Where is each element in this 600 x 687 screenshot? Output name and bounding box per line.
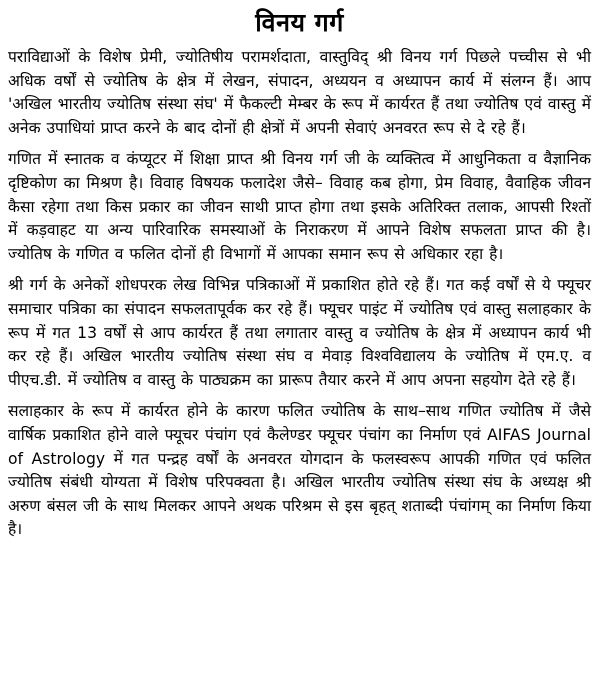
paragraph-1: पराविद्याओं के विशेष प्रेमी, ज्योतिषीय परामर्शदाता, वास्तुविद् श्री विनय गर्ग पिछले पच्चीस से भी अधिक वर्षों से ज्योतिष के क्षेत्र में लेखन, संपादन, अध्ययन व अध्यापन कार्य में संलग्न हैं। आप 'अखिल भारतीय ज्योतिष संस्था संघ' में फैकल्टी मेम्बर के रूप में कार्यरत हैं तथा ज्योतिष एवं वास्तु में अनेक उपाधियां प्राप्त करने के बाद दोनों ही क्षेत्रों में अपनी सेवाएं अनवरत रूप से दे रहे हैं। (8, 48, 591, 137)
paragraph-4: सलाहकार के रूप में कार्यरत होने के कारण फलित ज्योतिष के साथ–साथ गणित ज्योतिष में जैसे वार्षिक प्रकाशित होने वाले फ्यूचर पंचांग एवं कैलेण्डर फ्यूचर पंचांग का निर्माण एवं AIFAS Journal of Astrology में गत पन्द्रह वर्षों के अनवरत योगदान के फलस्वरूप आपकी गणित एवं फलित ज्योतिष संबंधी योग्यता में विशेष परिपक्वता है। अखिल भारतीय ज्योतिष संस्था संघ के अध्यक्ष श्री अरुण बंसल जी के साथ मिलकर आपने अथक परिश्रम से इस बृहत् शताब्दी पंचांगम् का निर्माण किया है। (8, 402, 591, 539)
paragraph-3: श्री गर्ग के अनेकों शोधपरक लेख विभिन्न पत्रिकाओं में प्रकाशित होते रहे हैं। गत कई वर्षों से ये फ्यूचर समाचार पत्रिका का संपादन सफलतापूर्वक कर रहे हैं। फ्यूचर पाइंट में ज्योतिष एवं वास्तु सलाहकार के रूप में गत 13 वर्षों से आप कार्यरत हैं तथा लगातार वास्तु व ज्योतिष के क्षेत्र में अध्यापन कार्य भी कर रहे हैं। अखिल भारतीय ज्योतिष संस्था संघ व मेवाड़ विश्वविद्यालय के ज्योतिष में एम.ए. व पीएच.डी. में ज्योतिष व वास्तु के पाठ्यक्रम का प्रारूप तैयार करने में आप अपना सहयोग देते रहे हैं। (8, 276, 591, 389)
paragraph-2: गणित में स्नातक व कंप्यूटर में शिक्षा प्राप्त श्री विनय गर्ग जी के व्यक्तित्व में आधुनिकता व वैज्ञानिक दृष्टिकोण का मिश्रण है। विवाह विषयक फलादेश जैसे– विवाह कब होगा, प्रेम विवाह, वैवाहिक जीवन कैसा रहेगा तथा किस प्रकार का जीवन साथी प्राप्त होगा तथा इसके अतिरिक्त तलाक, आपसी रिश्तों में कड़वाहट या अन्य पारिवारिक समस्याओं के निराकरण में आपने विशेष सफलता प्राप्त की है। ज्योतिष के गणित व फलित दोनों ही विभागों में आपका समान रूप से अधिकार रहा है। (8, 150, 591, 263)
page-title: विनय गर्ग (255, 8, 344, 37)
